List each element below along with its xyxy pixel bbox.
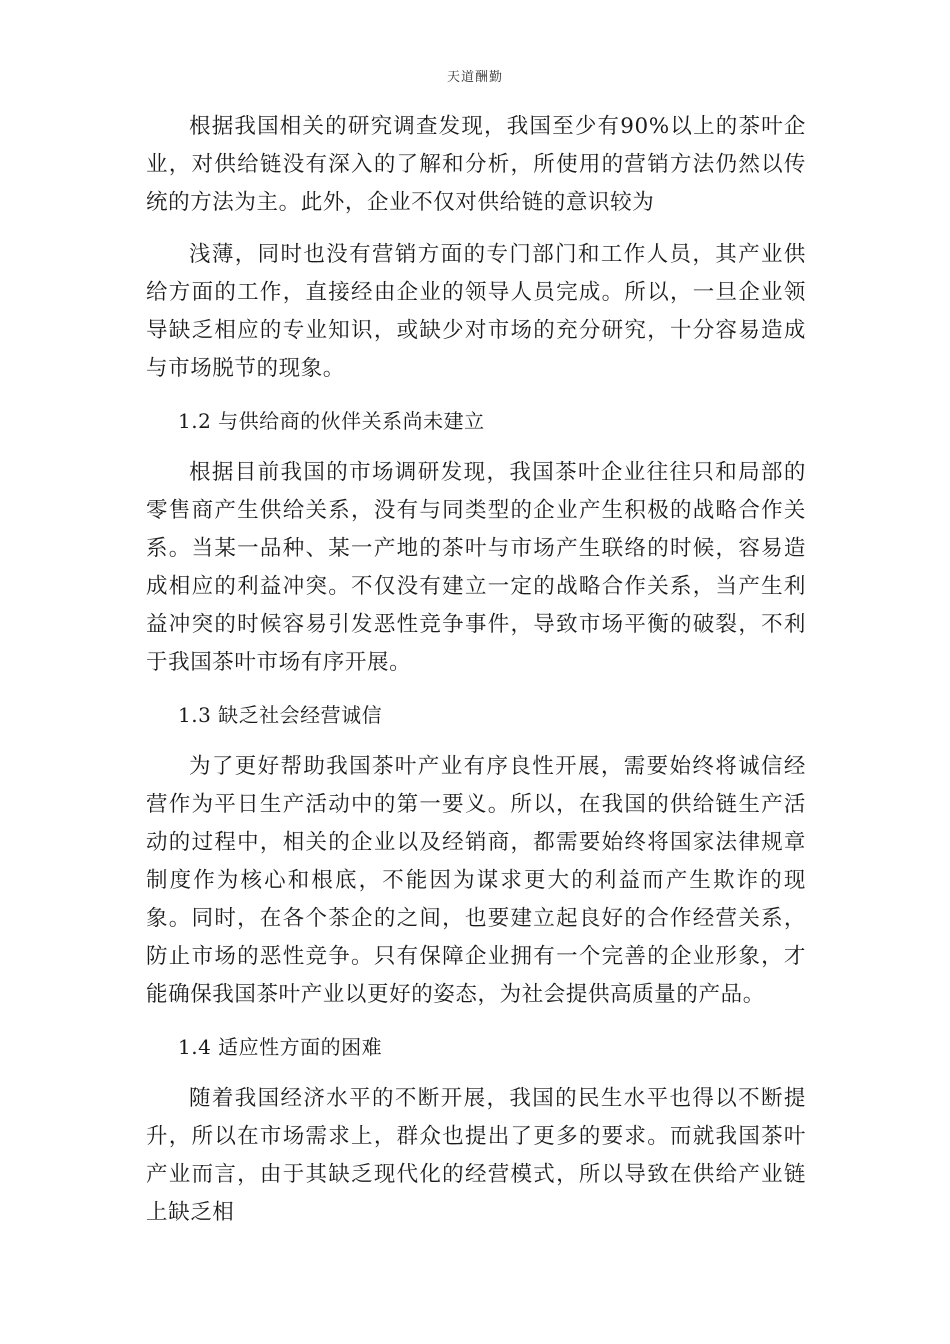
section-heading-1-3: 1.3 缺乏社会经营诚信	[178, 703, 383, 727]
page-header: 天道酬勤	[446, 70, 503, 85]
paragraph-5: 随着我国经济水平的不断开展，我国的民生水平也得以不断提升，所以在市场需求上，群众也提出了更多的要求。而就我国茶叶产业而言，由于其缺乏现代化的经营模式，所以导致在供给产业链上缺乏相	[146, 1086, 806, 1225]
paragraph-3: 根据目前我国的市场调研发现，我国茶叶企业往往只和局部的零售商产生供给关系，没有与同类型的企业产生积极的战略合作关系。当某一品种、某一产地的茶叶与市场产生联络的时候，容易造成相应的利益冲突。不仅没有建立一定的战略合作关系，当产生利益冲突的时候容易引发恶性竞争事件，导致市场平衡的破裂，不利于我国茶叶市场有序开展。	[146, 460, 806, 675]
paragraph-1: 根据我国相关的研究调查发现，我国至少有90%以上的茶叶企业，对供给链没有深入的了解和分析，所使用的营销方法仍然以传统的方法为主。此外，企业不仅对供给链的意识较为	[146, 114, 806, 215]
section-heading-1-4: 1.4 适应性方面的困难	[178, 1035, 383, 1059]
section-heading-1-2: 1.2 与供给商的伙伴关系尚未建立	[178, 409, 485, 433]
document-body	[146, 108, 806, 1246]
paragraph-2: 浅薄，同时也没有营销方面的专门部门和工作人员，其产业供给方面的工作，直接经由企业的领导人员完成。所以，一旦企业领导缺乏相应的专业知识，或缺少对市场的充分研究，十分容易造成与市场脱节的现象。	[146, 242, 806, 381]
paragraph-4: 为了更好帮助我国茶叶产业有序良性开展，需要始终将诚信经营作为平日生产活动中的第一要义。所以，在我国的供给链生产活动的过程中，相关的企业以及经销商，都需要始终将国家法律规章制度作为核心和根底，不能因为谋求更大的利益而产生欺诈的现象。同时，在各个茶企的之间，也要建立起良好的合作经营关系，防止市场的恶性竞争。只有保障企业拥有一个完善的企业形象，才能确保我国茶叶产业以更好的姿态，为社会提供高质量的产品。	[146, 754, 806, 1007]
